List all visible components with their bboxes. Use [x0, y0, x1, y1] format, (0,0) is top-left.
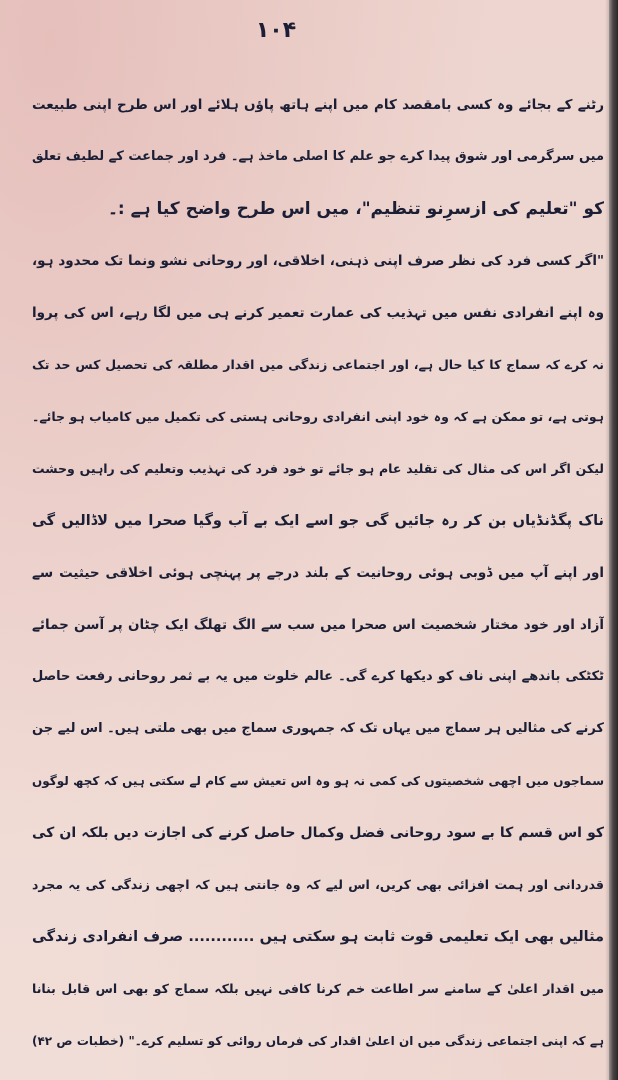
text-line: اور اپنے آپ میں ڈوبی ہوئی روحانیت کے بلند درجے پر پہنچی ہوئی اخلاقی حیثیت سے — [32, 565, 604, 581]
text-line: رٹنے کے بجائے وہ کسی بامقصد کام میں اپنے ہاتھ پاؤں ہلائے اور اس طرح اپنی طبیعت — [32, 97, 604, 113]
text-line: نہ کرے کہ سماج کا کیا حال ہے، اور اجتماعی زندگی میں اقدار مطلقہ کی تحصیل کس حد تک — [32, 357, 604, 372]
page-edge — [609, 0, 618, 1080]
text-line: وہ اپنے انفرادی نفس میں تہذیب کی عمارت تعمیر کرنے ہی میں لگا رہے، اس کی پروا — [32, 305, 604, 321]
text-line: سماجوں میں اچھی شخصیتوں کی کمی نہ ہو وہ اس تعیش سے کام لے سکتی ہیں کہ کچھ لوگوں — [32, 774, 604, 788]
text-line: ہے کہ اپنی اجتماعی زندگی میں ان اعلیٰ اقدار کی فرماں روائی کو تسلیم کرے۔" (خطبات ص ۴۲) — [32, 1034, 604, 1048]
text-line: ٹکٹکی باندھے اپنی ناف کو دیکھا کرے گی۔ عالم خلوت میں یہ بے ثمر روحانی رفعت حاصل — [32, 669, 604, 684]
text-line: لیکن اگر اس کی مثال کی تقلید عام ہو جائے تو خود فرد کی تہذیب وتعلیم کی راہیں وحشت — [32, 461, 604, 476]
body-text — [32, 79, 604, 1067]
text-line: مثالیں بھی ایک تعلیمی قوت ثابت ہو سکتی ہیں ............ صرف انفرادی زندگی — [32, 929, 604, 945]
text-line: قدردانی اور ہمت افزائی بھی کریں، اس لیے کہ وہ جانتی ہیں کہ اچھی زندگی کی یہ مجرد — [32, 877, 604, 892]
text-line: میں اقدار اعلیٰ کے سامنے سر اطاعت خم کرنا کافی نہیں بلکہ سماج کو بھی اس قابل بنانا — [32, 981, 604, 996]
text-line: کو "تعلیم کی ازسرِنو تنظیم"، میں اس طرح واضح کیا ہے :۔ — [107, 199, 604, 219]
text-line: ناک پگڈنڈیاں بن کر رہ جائیں گی جو اسے ایک بے آب وگیا صحرا میں لاڈالیں گی — [32, 513, 604, 529]
text-line: "اگر کسی فرد کی نظر صرف اپنی ذہنی، اخلاقی، اور روحانی نشو ونما تک محدود ہو، — [32, 253, 604, 269]
text-line: میں سرگرمی اور شوق پیدا کرے جو علم کا اصلی ماخذ ہے۔ فرد اور جماعت کے لطیف تعلق — [32, 149, 604, 164]
page-number: ۱۰۴ — [255, 18, 297, 43]
text-line: کرنے کی مثالیں ہر سماج میں یہاں تک کہ جمہوری سماج میں بھی ملتی ہیں۔ اس لیے جن — [32, 721, 604, 736]
text-line: آزاد اور خود مختار شخصیت اس صحرا میں سب سے الگ تھلگ ایک چٹان پر آسن جمائے — [32, 617, 604, 633]
text-line: کو اس قسم کا بے سود روحانی فضل وکمال حاصل کرنے کی اجازت دیں بلکہ ان کی — [32, 825, 604, 841]
text-line: ہوتی ہے، تو ممکن ہے کہ وہ خود اپنی انفرادی روحانی ہستی کی تکمیل میں کامیاب ہو جائے۔ — [32, 409, 604, 424]
